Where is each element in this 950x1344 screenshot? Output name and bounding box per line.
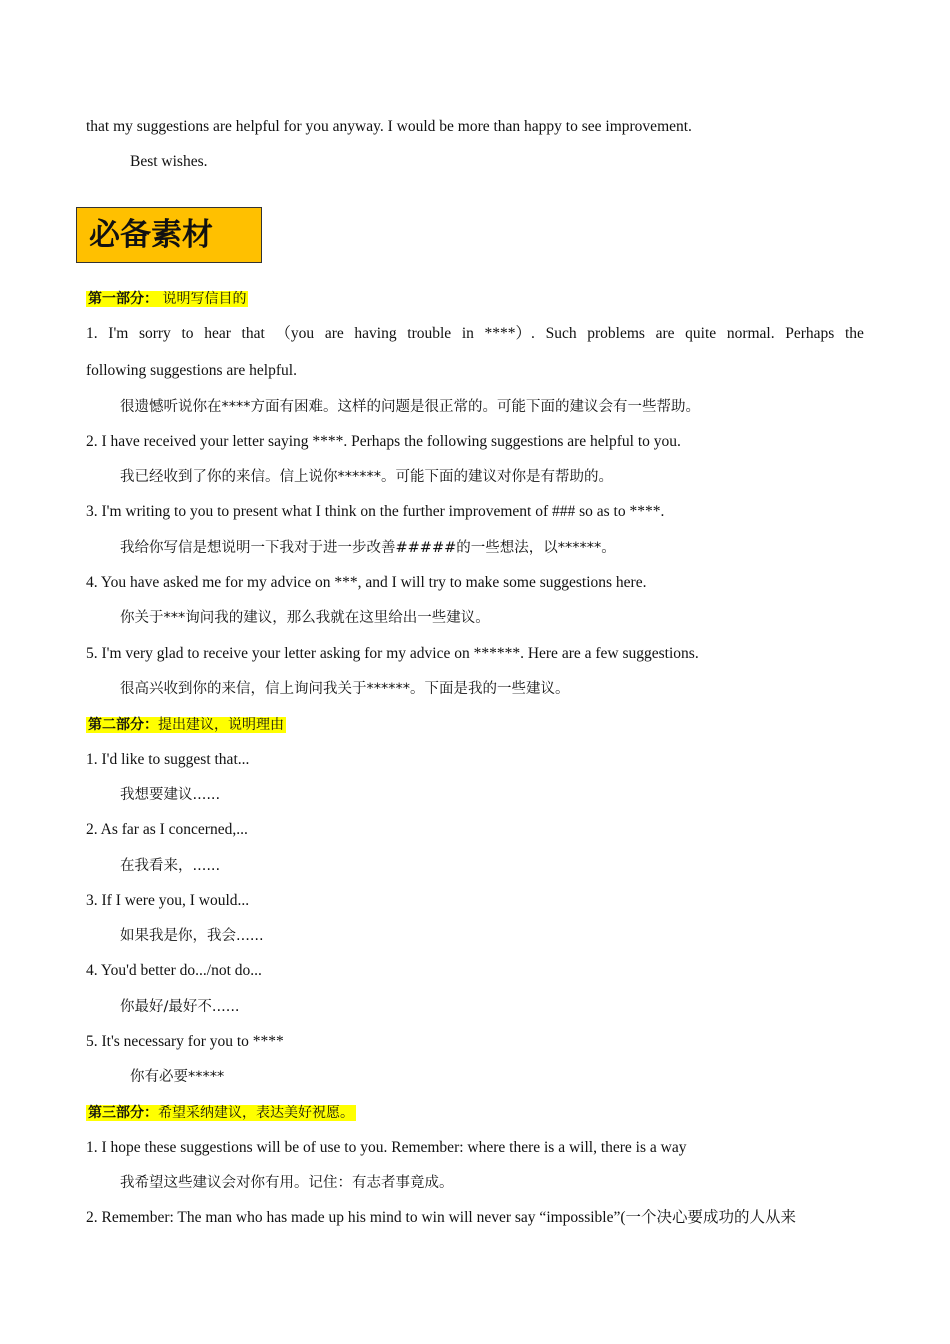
word: sorry [138,325,171,342]
part3-item1: 1. I hope these suggestions will be of use to you. Remember: where there is a will, there is a way [86,1139,687,1156]
closing-line: Best wishes. [130,153,208,170]
part1-heading [86,289,248,309]
word: 1. [86,325,98,342]
part2-item2: 2. As far as I concerned,... [86,821,248,838]
part1-item5: 5. I'm very glad to receive your letter asking for my advice on ******. Here are a few suggestions. [86,645,699,662]
part2-item4: 4. You'd better do.../not do... [86,962,262,979]
part2-item3: 3. If I were you, I would... [86,892,250,909]
part2-item1: 1. I'd like to suggest that... [86,751,250,768]
word: trouble [407,325,452,342]
part2-item1-translation: 我想要建议...... [120,787,221,803]
part1-heading-highlight [86,291,248,307]
part3-heading-rest: 希望采纳建议，表达美好祝愿。 [158,1105,354,1121]
part2-item5: 5. It's necessary for you to **** [86,1033,284,1050]
part1-heading-bold: 第一部分： [88,291,158,307]
part3-item1-translation: 我希望这些建议会对你有用。记住：有志者事竟成。 [120,1175,454,1191]
part1-item4-translation: 你关于***询问我的建议，那么我就在这里给出一些建议。 [120,610,490,626]
word: I'm [108,325,129,342]
part2-heading [86,715,286,735]
part1-item1-translation: 很遗憾听说你在****方面有困难。这样的问题是很正常的。可能下面的建议会有一些帮助。 [120,399,700,415]
word: normal. [726,325,775,342]
part1-item1-line1 [86,324,864,344]
part2-item5-translation: 你有必要***** [130,1069,225,1085]
part1-item3: 3. I'm writing to you to present what I think on the further improvement of ### so as to ****. [86,503,665,520]
word: Such [545,325,577,342]
part2-heading-highlight [86,717,286,733]
part1-item3-translation: 我给你写信是想说明一下我对于进一步改善#####的一些想法，以******。 [120,540,616,556]
part2-item4-translation: 你最好/最好不...... [120,999,240,1015]
part1-item2-translation: 我已经收到了你的来信。信上说你******。可能下面的建议对你是有帮助的。 [120,469,613,485]
part2-heading-rest: 提出建议，说明理由 [158,717,284,733]
part2-item3-translation: 如果我是你，我会...... [120,928,264,944]
word: are [324,325,344,342]
part1-item5-translation: 很高兴收到你的来信，信上询问我关于******。下面是我的一些建议。 [120,681,570,697]
part2-item2-translation: 在我看来，...... [120,858,221,874]
part3-heading-bold: 第三部分： [88,1105,158,1121]
word: to [181,325,194,342]
word: （you [275,325,315,342]
word: Perhaps [785,325,835,342]
word: the [845,325,864,342]
section-title-box [76,207,262,263]
part3-item2: 2. Remember: The man who has made up his mind to win will never say “impossible”(一个决心要成功的人从来 [86,1209,797,1226]
part3-heading-highlight [86,1105,356,1121]
word: quite [685,325,717,342]
part3-heading [86,1103,356,1123]
part1-item4: 4. You have asked me for my advice on ***, and I will try to make some suggestions here. [86,574,647,591]
word: in [461,325,474,342]
word: problems [587,325,645,342]
part2-heading-bold: 第二部分： [88,717,158,733]
part1-item2: 2. I have received your letter saying ****. Perhaps the following suggestions are helpful to you. [86,433,681,450]
part1-item1-line2: following suggestions are helpful. [86,362,297,379]
part1-heading-rest: 说明写信目的 [158,291,247,307]
word: hear [204,325,231,342]
section-title: 必备素材 [89,217,213,253]
word: having [354,325,397,342]
word: that [241,325,265,342]
intro-line: that my suggestions are helpful for you anyway. I would be more than happy to see improvement. [86,118,692,135]
word: are [655,325,675,342]
word: ****）. [484,325,535,342]
